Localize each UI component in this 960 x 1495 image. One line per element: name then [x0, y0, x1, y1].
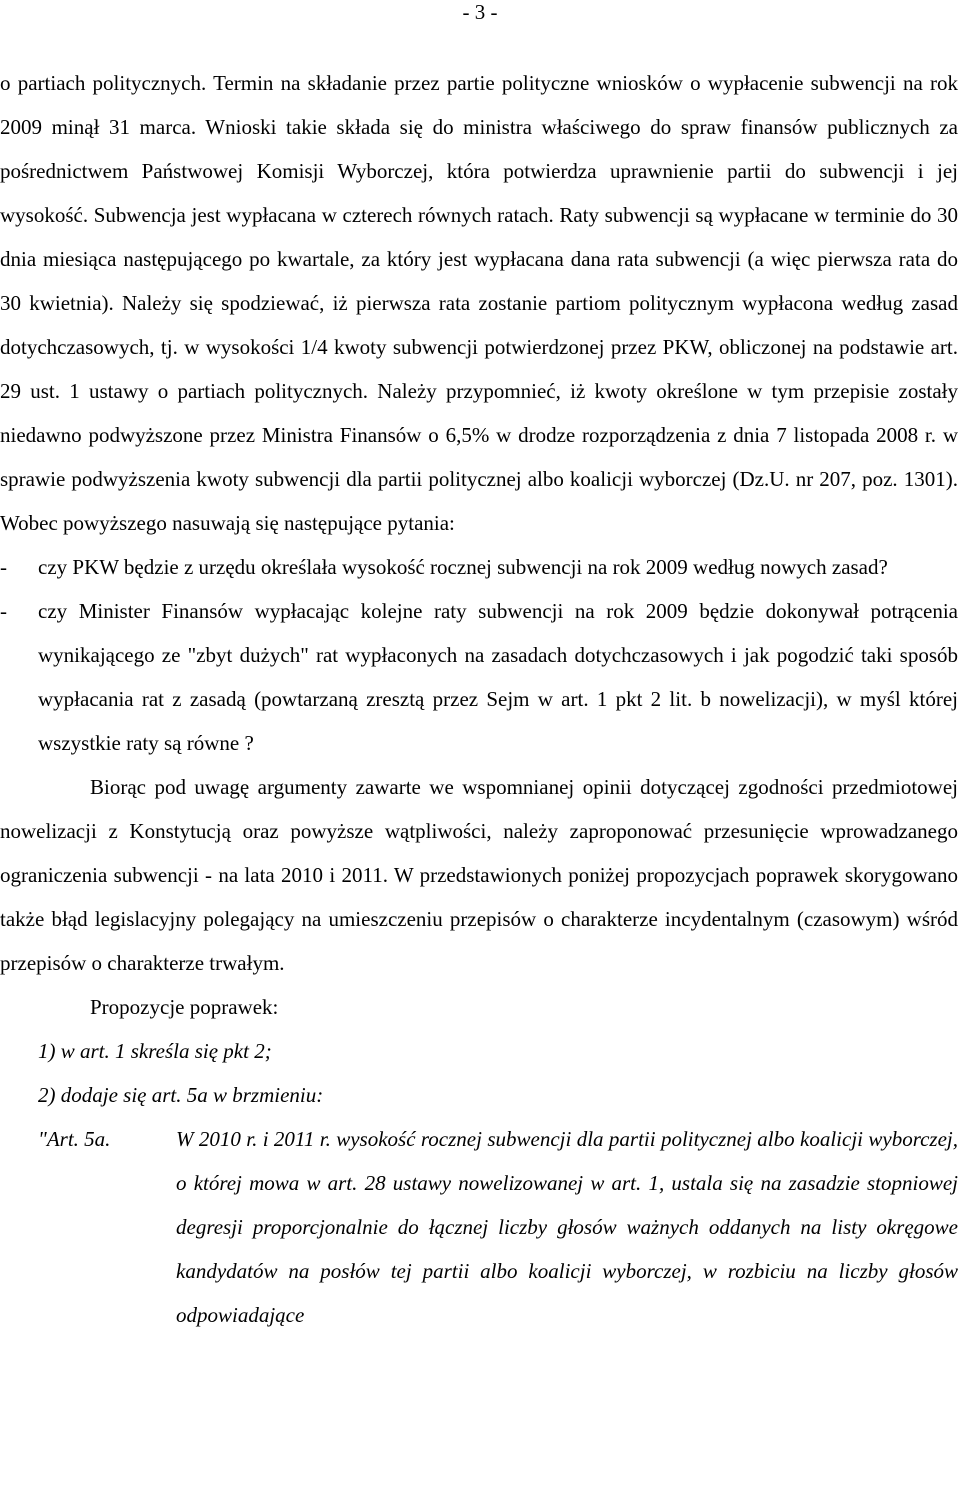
question-item — [0, 589, 958, 765]
article-text: W 2010 r. i 2011 r. wysokość rocznej subwencji dla partii politycznej albo koalicji wyborczej, o której mowa w art. 28 ustawy nowelizowanej w art. 1, ustala się na zasadzie stopniowej degresji proporcjonalnie do łącznej liczby głosów ważnych oddanych na listy okręgowe kandydatów na posłów tej partii albo koalicji wyborczej, w rozbiciu na liczby głosów odpowiadające — [176, 1127, 958, 1327]
dash-marker: - — [0, 555, 7, 579]
amendment-item: 2) dodaje się art. 5a w brzmieniu: — [38, 1083, 324, 1107]
question-item — [0, 545, 958, 589]
paragraph-proposal-rationale: Biorąc pod uwagę argumenty zawarte we wspomnianej opinii dotyczącej zgodności przedmiotowej nowelizacji z Konstytucją oraz powyższe wątpliwości, należy zaproponować przesunięcie wprowadzanego ograniczenia subwencji - na lata 2010 i 2011. W przedstawionych poniżej propozycjach poprawek skorygowano także błąd legislacyjny polegający na umieszczeniu przepisów o charakterze incydentalnym (czasowym) wśród przepisów o charakterze trwałym. — [0, 775, 958, 975]
page-number: - 3 - — [462, 0, 498, 24]
question-text: czy PKW będzie z urzędu określała wysokość rocznej subwencji na rok 2009 według nowych zasad? — [38, 555, 888, 579]
question-text: czy Minister Finansów wypłacając kolejne raty subwencji na rok 2009 będzie dokonywał potrącenia wynikającego ze "zbyt dużych" rat wypłaconych na zasadach dotychczasowych i jak pogodzić taki sposób wypłacania rat z zasadą (powtarzaną zresztą przez Sejm w art. 1 pkt 2 lit. b nowelizacji), w myśl której wszystkie raty są równe ? — [38, 599, 958, 755]
proposals-heading: Propozycje poprawek: — [90, 995, 279, 1019]
paragraph-subsidy-rules: o partiach politycznych. Termin na składanie przez partie polityczne wniosków o wypłacenie subwencji na rok 2009 minął 31 marca. Wnioski takie składa się do ministra właściwego do spraw finansów publicznych za pośrednictwem Państwowej Komisji Wyborczej, która potwierdza uprawnienie partii do subwencji i jej wysokość. Subwencja jest wypłacana w czterech równych ratach. Raty subwencji są wypłacane w terminie do 30 dnia miesiąca następującego po kwartale, za który jest wypłacana dana rata subwencji (a więc pierwsza rata do 30 kwietnia). Należy się spodziewać, iż pierwsza rata zostanie partiom politycznym wypłacona według zasad dotychczasowych, tj. w wysokości 1/4 kwoty subwencji potwierdzonej przez PKW, obliczonej na podstawie art. 29 ust. 1 ustawy o partiach politycznych. Należy przypomnieć, iż kwoty określone w tym przepisie zostały niedawno podwyższone przez Ministra Finansów o 6,5% w drodze rozporządzenia z dnia 7 listopada 2008 r. w sprawie podwyższenia kwoty subwencji dla partii politycznej albo koalicji wyborczej (Dz.U. nr 207, poz. 1301). Wobec powyższego nasuwają się następujące pytania: — [0, 71, 958, 535]
article-quote — [0, 1117, 958, 1337]
article-number: "Art. 5a. — [38, 1127, 111, 1151]
document-body — [0, 61, 958, 1337]
dash-marker: - — [0, 599, 7, 623]
amendment-item: 1) w art. 1 skreśla się pkt 2; — [38, 1039, 272, 1063]
